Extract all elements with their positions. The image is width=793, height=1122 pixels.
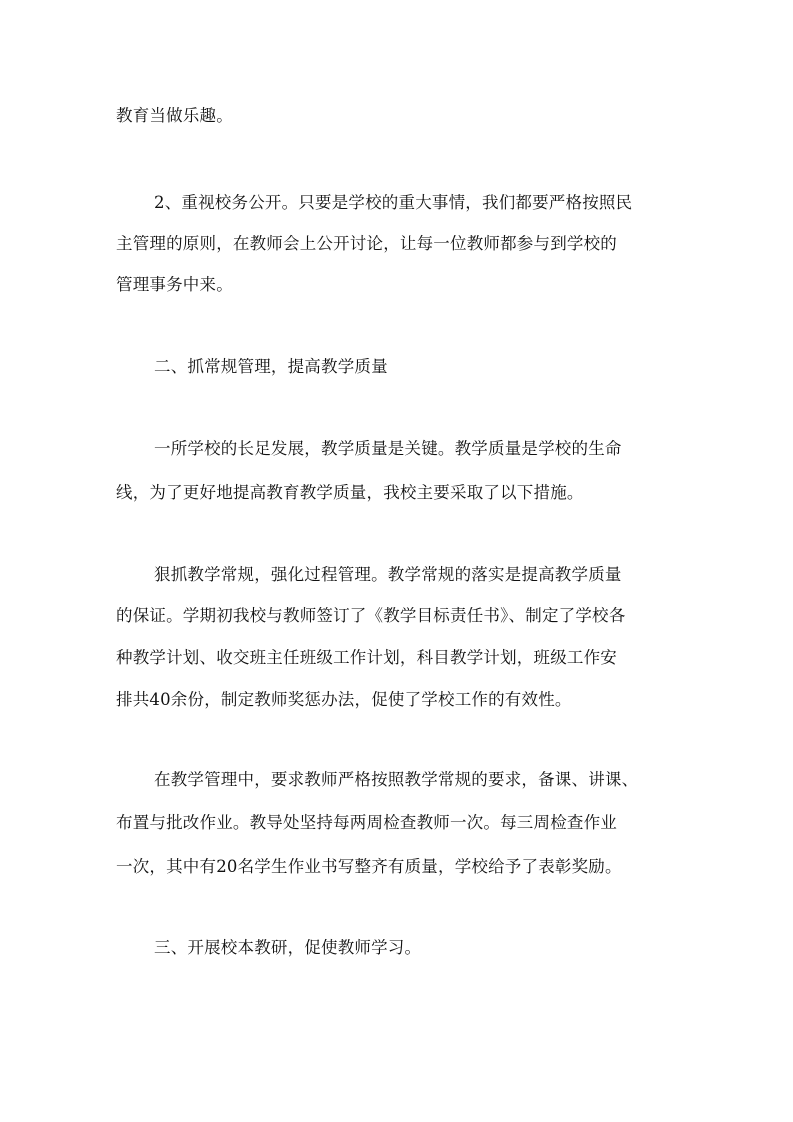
section-heading-3: 三、开展校本教研，促使教师学习。: [154, 938, 422, 957]
text-line-6: 一所学校的长足发展，教学质量是关键。教学质量是学校的生命: [154, 439, 622, 458]
text-line-8: 狠抓教学常规，强化过程管理。教学常规的落实是提高教学质量: [154, 565, 622, 584]
text-line-4: 管理事务中来。: [116, 275, 233, 294]
text-line-2: 2、重视校务公开。只要是学校的重大事情，我们都要严格按照民: [154, 193, 633, 212]
text-line-13: 布置与批改作业。教导处坚持每两周检查教师一次。每三周检查作业: [116, 813, 617, 832]
text-line-9: 的保证。学期初我校与教师签订了《教学目标责任书》、制定了学校各: [116, 606, 626, 625]
text-line-12: 在教学管理中，要求教师严格按照教学常规的要求，备课、讲课、: [154, 770, 639, 789]
text-line-1: 教育当做乐趣。: [116, 106, 233, 125]
section-heading-2: 二、抓常规管理，提高教学质量: [154, 357, 388, 376]
text-line-3: 主管理的原则，在教师会上公开讨论，让每一位教师都参与到学校的: [116, 234, 617, 253]
text-line-7: 线，为了更好地提高教育教学质量，我校主要采取了以下措施。: [116, 483, 584, 502]
text-line-10: 种教学计划、收交班主任班级工作计划，科目教学计划，班级工作安: [116, 648, 617, 667]
text-line-14: 一次，其中有20名学生作业书写整齐有质量，学校给予了表彰奖励。: [116, 857, 622, 876]
text-line-11: 排共40余份，制定教师奖惩办法，促使了学校工作的有效性。: [116, 690, 572, 709]
